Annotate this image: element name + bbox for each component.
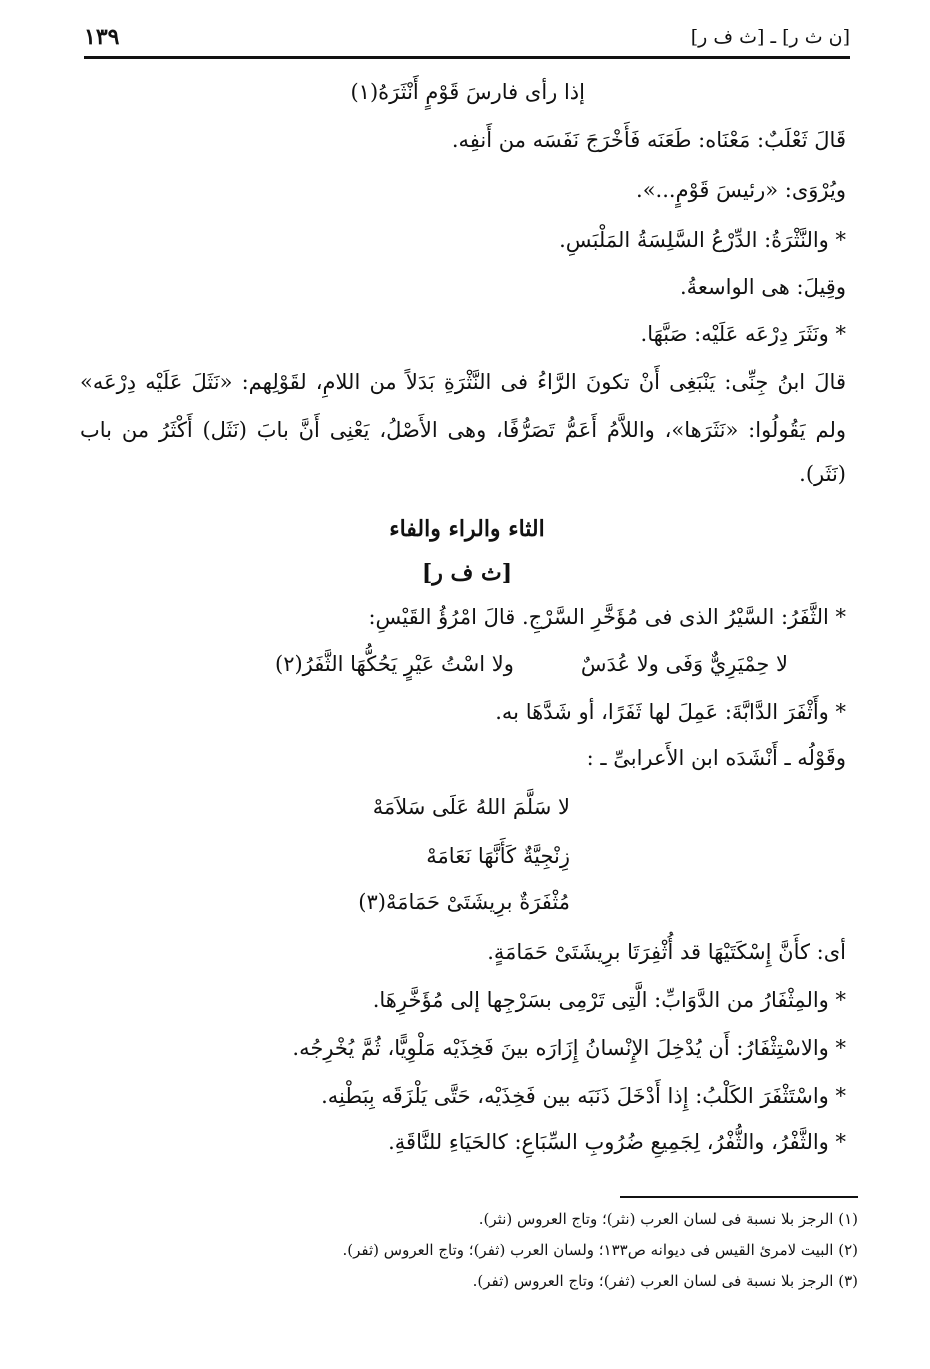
entry-line: * والثَّفْرُ، والثُّفْرُ، لِجَمِيعِ ضُرُوبِ السِّبَاعِ: كالحَيَاءِ للنَّاقَةِ.	[388, 1130, 846, 1154]
entry-line: * ونَثَرَ دِرْعَه عَلَيْه: صَبَّهَا.	[640, 322, 846, 346]
poem-line: زِنْجِيَّةٌ كَأَنَّهَا نَعَامَهْ	[426, 844, 570, 868]
entry-line: * والنَّثْرَةُ: الدِّرْعُ السَّلِسَةُ المَلْبَسِ.	[559, 228, 846, 252]
poem-line: لا سَلَّمَ اللهُ عَلَى سَلاَمَهْ	[372, 795, 570, 819]
entry-line: * الثَّفَرُ: السَّيْرُ الذى فى مُؤَخَّرِ السَّرْجِ. قالَ امْرُؤُ القَيْسِ:	[368, 605, 846, 629]
entry-line: * وأَثْفَرَ الدَّابَّةَ: عَمِلَ لها ثَفَرًا، أو شَدَّهَا به.	[495, 700, 846, 724]
footnote-rule	[620, 1196, 858, 1198]
entry-line: * واسْتَثْفَرَ الكَلْبُ: إِذا أَدْخَلَ ذَنَبَه بين فَخِذَيْه، حَتَّى يَلْزَقَه بِبَطْنِه.	[321, 1084, 846, 1108]
text-line: قالَ ابنُ جِنِّى: يَنْبَغِى أَنْ تكونَ الرَّاءُ فى النَّثْرَةِ بَدَلاً من اللامِ، لقَوْلِهم: «نَثَلَ عَلَيْه دِرْعَه»	[80, 370, 846, 394]
text-line: ويُرْوَى: «رئيسَ قَوْمٍ...».	[636, 178, 846, 202]
footnote: (٢) البيت لامرئ القيس فى ديوانه ص١٣٣؛ ولسان العرب (ثفر)؛ وتاج العروس (ثفر).	[342, 1241, 858, 1259]
page-header	[84, 18, 850, 58]
verse-hemistich-left: ولا اسْتُ عَيْرٍ يَحُكُّهَا الثَّفَرُ(٢)	[275, 652, 514, 676]
verse-line: إذا رأى فارسَ قَوْمٍ أَنْثَرَهُ(١)	[350, 80, 585, 104]
root-heading: [ث ف ر]	[421, 560, 513, 586]
text-line: وقِيلَ: هى الواسعةُ.	[679, 275, 846, 299]
page-number: ١٣٩	[84, 24, 120, 50]
section-heading: الثاء والراء والفاء	[389, 516, 545, 542]
poem-line: مُثْفَرَةٌ برِيشَتَىْ حَمَامَهْ(٣)	[358, 890, 570, 914]
footnote: (٣) الرجز بلا نسبة فى لسان العرب (ثفر)؛ وتاج العروس (ثفر).	[472, 1272, 858, 1290]
entry-line: * والاسْتِثْفَارُ: أَن يُدْخِلَ الإِنْسانُ إِزَارَه بينَ فَخِذَيْه مَلْوِيًّا، ثُمَّ يُخْرِجُه.	[292, 1036, 846, 1060]
text-line: (نَثَر).	[799, 462, 846, 486]
text-line: ولم يَقُولُوا: «نَثَرَها»، واللاَّمُ أَعَمُّ تَصَرُّفًا، وهى الأَصْلُ، يَعْنِى أَنَّ بابَ (نَثَل) أَكْثَرُ من باب	[80, 418, 846, 442]
text-line: أى: كأَنَّ إِسْكَتَيْهَا قد أُثْفِرَتَا برِيشَتَىْ حَمَامَةٍ.	[487, 940, 846, 964]
verse-hemistich-right: لا حِمْيَرِيٌّ وَفَى ولا عُدَسٌ	[580, 652, 788, 676]
footnote: (١) الرجز بلا نسبة فى لسان العرب (نثر)؛ وتاج العروس (نثر).	[478, 1210, 858, 1228]
text-line: قَالَ ثَعْلَبٌ: مَعْنَاه: طَعَنَه فَأَخْرَجَ نَفَسَه من أَنفِه.	[451, 128, 846, 152]
entry-line: * والمِثْفَارُ من الدَّوَابِّ: الَّتِى تَرْمِى بسَرْجِها إلى مُؤَخَّرِهَا.	[372, 988, 846, 1012]
text-line: وقَوْلُه ـ أَنْشَدَه ابن الأَعرابىِّ ـ :	[586, 746, 846, 770]
header-rule	[84, 56, 850, 59]
running-head: [ن ث ر] ـ [ث ف ر]	[690, 26, 850, 48]
